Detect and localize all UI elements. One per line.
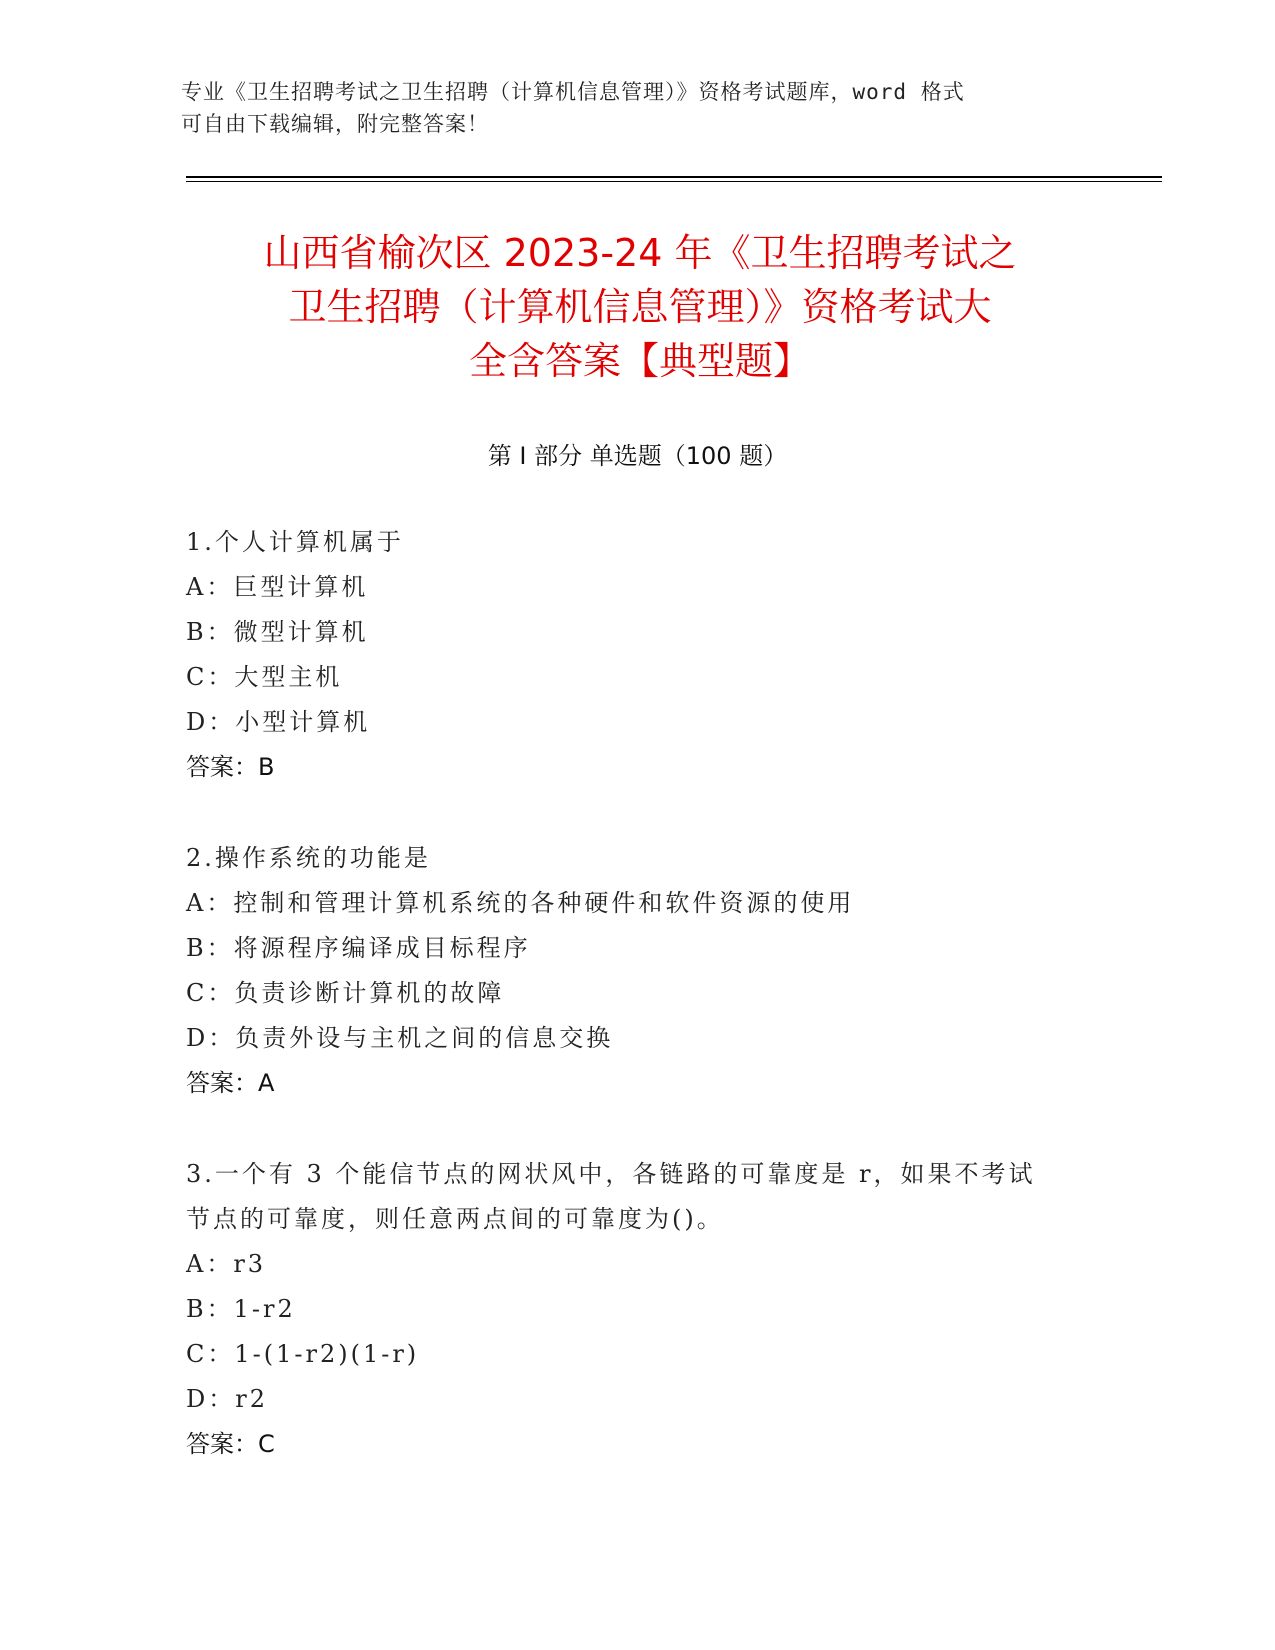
question-stem-line-1: 3.一个有 3 个能信节点的网状风中，各链路的可靠度是 r，如果不考试 <box>186 1160 1036 1188</box>
document-title <box>190 226 1090 388</box>
title-line-3: 全含答案【典型题】 <box>468 339 811 383</box>
answer: 答案：B <box>186 753 275 781</box>
header-note-line-1: 专业《卫生招聘考试之卫生招聘（计算机信息管理）》资格考试题库，word 格式 <box>181 80 965 104</box>
option-c: C：大型主机 <box>186 663 343 691</box>
question-stem: 1.个人计算机属于 <box>186 528 404 556</box>
title-line-2: 卫生招聘（计算机信息管理）》资格考试大 <box>288 285 992 329</box>
option-a: A：r3 <box>186 1250 267 1278</box>
option-b: B：将源程序编译成目标程序 <box>186 934 531 962</box>
question-1 <box>186 520 1086 790</box>
title-line-1: 山西省榆次区 2023-24 年《卫生招聘考试之 <box>263 231 1017 275</box>
option-d: D：r2 <box>186 1385 268 1413</box>
option-a: A：巨型计算机 <box>186 573 369 601</box>
header-rule-thin <box>186 181 1162 182</box>
option-b: B：微型计算机 <box>186 618 369 646</box>
header-note <box>181 76 1061 140</box>
question-stem: 2.操作系统的功能是 <box>186 844 431 872</box>
question-list <box>186 520 1086 1513</box>
option-a: A：控制和管理计算机系统的各种硬件和软件资源的使用 <box>186 889 855 917</box>
question-stem-line-2: 节点的可靠度，则任意两点间的可靠度为()。 <box>186 1205 724 1233</box>
question-2 <box>186 836 1086 1106</box>
answer: 答案：C <box>186 1430 275 1458</box>
answer: 答案：A <box>186 1069 275 1097</box>
option-d: D：负责外设与主机之间的信息交换 <box>186 1024 614 1052</box>
option-d: D：小型计算机 <box>186 708 371 736</box>
option-b: B：1-r2 <box>186 1295 296 1323</box>
header-rule-thick <box>186 176 1162 178</box>
header-note-line-2: 可自由下载编辑，附完整答案！ <box>181 112 489 136</box>
section-heading: 第 I 部分 单选题（100 题） <box>487 442 788 470</box>
option-c: C：负责诊断计算机的故障 <box>186 979 505 1007</box>
question-3 <box>186 1152 1086 1467</box>
option-c: C：1-(1-r2)(1-r) <box>186 1340 420 1368</box>
